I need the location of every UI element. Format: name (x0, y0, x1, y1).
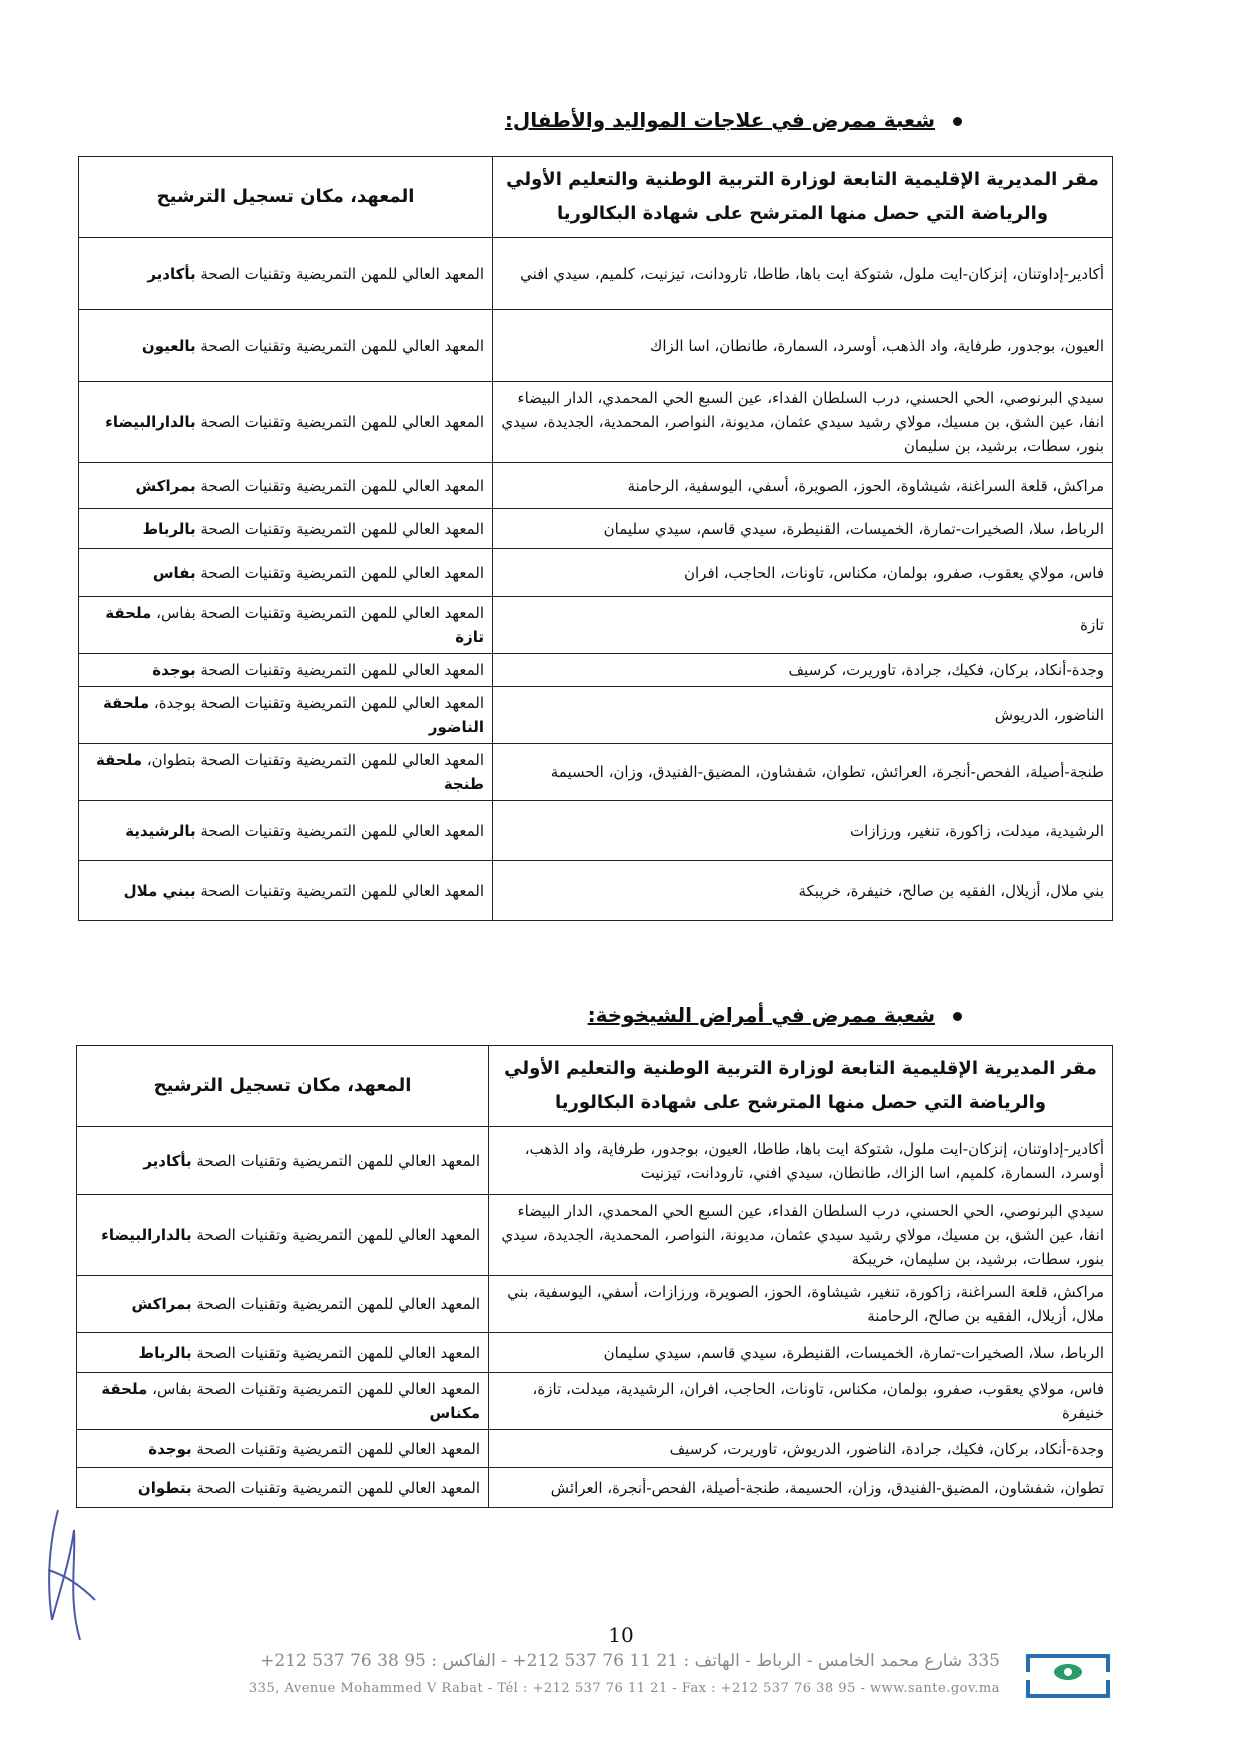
institute-name: المعهد العالي للمهن التمريضية وتقنيات الصحة (195, 476, 484, 495)
institute-name: المعهد العالي للمهن التمريضية وتقنيات الصحة (191, 1343, 480, 1362)
table-section-2 (76, 1045, 1113, 1508)
institute-city: بالعيون (141, 336, 196, 355)
institute-name: المعهد العالي للمهن التمريضية وتقنيات الصحة (195, 563, 484, 582)
institute-city: ملحقة طنجة (95, 751, 484, 793)
institute-cell (79, 654, 493, 687)
institute-name: المعهد العالي للمهن التمريضية وتقنيات الصحة (195, 881, 484, 900)
institute-city: بتطوان (137, 1478, 192, 1497)
cities-cell: وجدة-أنكاد، بركان، فكيك، جرادة، تاوريرت، كرسيف (493, 654, 1113, 687)
institute-city: ببني ملال (123, 881, 196, 900)
footer-arabic: 335 شارع محمد الخامس - الرباط - الهاتف : 21 11 76 537 212+ - الفاكس : 95 38 76 537 212+ (260, 1651, 1000, 1671)
institute-name: المعهد العالي للمهن التمريضية وتقنيات الصحة (195, 264, 484, 283)
cities-cell: سيدي البرنوصي، الحي الحسني، درب السلطان الفداء، عين السبع الحي المحمدي، الدار البيضاء انفا، عين الشق، بن مسيك، مولاي رشيد سيدي عثمان، مديونة، النواصر، المحمدية، الجديدة، سيدي بنور، سطات، برشيد، بن سليمان، خريبكة (489, 1195, 1113, 1276)
ministry-logo-icon (1024, 1650, 1112, 1700)
institute-cell (79, 801, 493, 861)
institute-name: المعهد العالي للمهن التمريضية وتقنيات الصحة (195, 413, 484, 431)
table-header-row (79, 157, 1113, 238)
cities-cell: مراكش، قلعة السراغنة، زاكورة، تنغير، شيشاوة، الحوز، الصويرة، ورزازات، أسفي، اليوسفية، بني ملال، أزيلال، الفقيه بن صالح، الرحامنة (489, 1276, 1113, 1333)
institute-city: بوجدة (152, 661, 196, 679)
cities-cell: أكادير-إداوتنان، إنزكان-ايت ملول، شتوكة ايت باها، طاطا، العيون، بوجدور، طرفاية، واد الذهب، أوسرد، السمارة، كلميم، اسا الزاك، طانطان، سيدي افني، تارودانت، تيزنيت (489, 1127, 1113, 1195)
cities-cell: العيون، بوجدور، طرفاية، واد الذهب، أوسرد، السمارة، طانطان، اسا الزاك (493, 310, 1113, 382)
table-row (79, 654, 1113, 687)
institute-city: بأكادير (143, 1151, 192, 1170)
table-row (79, 549, 1113, 597)
institute-name: المعهد العالي للمهن التمريضية وتقنيات الصحة (191, 1151, 480, 1170)
cities-cell: وجدة-أنكاد، بركان، فكيك، جرادة، الناضور، الدريوش، تاوريرت، كرسيف (489, 1430, 1113, 1468)
institute-cell (79, 238, 493, 310)
institute-name: المعهد العالي للمهن التمريضية وتقنيات الصحة (195, 661, 484, 679)
section-2-title: شعبة ممرض في أمراض الشيخوخة: (588, 1003, 962, 1027)
table-row (77, 1333, 1113, 1373)
table-row (79, 801, 1113, 861)
cities-cell: الناضور، الدريوش (493, 687, 1113, 744)
institute-city: بمراكش (131, 1295, 192, 1313)
institute-cell (77, 1333, 489, 1373)
institute-cell (77, 1195, 489, 1276)
institute-cell (79, 382, 493, 463)
footer-french: 335, Avenue Mohammed V Rabat - Tél : +212 537 76 11 21 - Fax : +212 537 76 38 95 - www.sante.gov.ma (248, 1681, 1000, 1696)
institute-name: المعهد العالي للمهن التمريضية وتقنيات الصحة (195, 336, 484, 355)
institute-city: بالرشيدية (125, 821, 196, 840)
table-row (79, 509, 1113, 549)
institute-cell (77, 1468, 489, 1508)
institute-cell (79, 597, 493, 654)
table-row (79, 382, 1113, 463)
cities-cell: تازة (493, 597, 1113, 654)
institute-cell (77, 1373, 489, 1430)
table-row (77, 1195, 1113, 1276)
institute-cell (79, 509, 493, 549)
table-section-1 (78, 156, 1113, 921)
institute-cell (77, 1276, 489, 1333)
table-row (79, 238, 1113, 310)
header-institute: المعهد، مكان تسجيل الترشيح (79, 157, 493, 238)
institute-city: ملحقة الناضور (102, 694, 484, 736)
institute-name: المعهد العالي للمهن التمريضية وتقنيات الصحة (195, 821, 484, 840)
cities-cell: الرشيدية، ميدلت، زاكورة، تنغير، ورزازات (493, 801, 1113, 861)
institute-city: ملحقة مكناس (101, 1380, 480, 1422)
institute-city: بالرباط (142, 519, 196, 538)
table-row (77, 1276, 1113, 1333)
cities-cell: بني ملال، أزيلال، الفقيه بن صالح، خنيفرة، خريبكة (493, 861, 1113, 921)
institute-name: المعهد العالي للمهن التمريضية وتقنيات الصحة بفاس، (147, 1380, 480, 1398)
cities-cell: تطوان، شفشاون، المضيق-الفنيدق، وزان، الحسيمة، طنجة-أصيلة، الفحص-أنجرة، العرائش (489, 1468, 1113, 1508)
institute-city: بأكادير (147, 264, 196, 283)
cities-cell: الرباط، سلا، الصخيرات-تمارة، الخميسات، القنيطرة، سيدي قاسم، سيدي سليمان (493, 509, 1113, 549)
institute-name: المعهد العالي للمهن التمريضية وتقنيات الصحة (191, 1439, 480, 1458)
cities-cell: سيدي البرنوصي، الحي الحسني، درب السلطان الفداء، عين السبع الحي المحمدي، الدار البيضاء انفا، عين الشق، بن مسيك، مولاي رشيد سيدي عثمان، مديونة، النواصر، المحمدية، الجديدة، سيدي بنور، سطات، برشيد، بن سليمان (493, 382, 1113, 463)
institute-name: المعهد العالي للمهن التمريضية وتقنيات الصحة بفاس، (151, 604, 484, 622)
cities-cell: فاس، مولاي يعقوب، صفرو، بولمان، مكناس، تاونات، الحاجب، افران، الرشيدية، ميدلت، تازة، خنيفرة (489, 1373, 1113, 1430)
institute-city: بالرباط (138, 1343, 192, 1362)
header-directorate: مقر المديرية الإقليمية التابعة لوزارة التربية الوطنية والتعليم الأولي والرياضة التي حصل منها المترشح على شهادة البكالوريا (489, 1046, 1113, 1127)
header-institute: المعهد، مكان تسجيل الترشيح (77, 1046, 489, 1127)
section-1-title: شعبة ممرض في علاجات المواليد والأطفال: (505, 108, 962, 132)
table-row (79, 310, 1113, 382)
table-row (79, 861, 1113, 921)
table-header-row (77, 1046, 1113, 1127)
table-row (77, 1373, 1113, 1430)
institute-name: المعهد العالي للمهن التمريضية وتقنيات الصحة (195, 519, 484, 538)
institute-cell (79, 549, 493, 597)
institute-cell (79, 744, 493, 801)
institute-city: بالدارالبيضاء (105, 413, 196, 431)
table-row (77, 1468, 1113, 1508)
table-row (79, 744, 1113, 801)
institute-city: بفاس (152, 563, 196, 582)
institute-cell (79, 861, 493, 921)
cities-cell: طنجة-أصيلة، الفحص-أنجرة، العرائش، تطوان، شفشاون، المضيق-الفنيدق، وزان، الحسيمة (493, 744, 1113, 801)
institute-city: بالدارالبيضاء (101, 1226, 192, 1244)
institute-cell (77, 1430, 489, 1468)
institute-name: المعهد العالي للمهن التمريضية وتقنيات الصحة بوجدة، (149, 694, 484, 712)
table-row (79, 463, 1113, 509)
cities-cell: فاس، مولاي يعقوب، صفرو، بولمان، مكناس، تاونات، الحاجب، افران (493, 549, 1113, 597)
table-row (77, 1127, 1113, 1195)
institute-cell (79, 310, 493, 382)
table-row (79, 597, 1113, 654)
institute-city: بوجدة (148, 1439, 192, 1458)
institute-name: المعهد العالي للمهن التمريضية وتقنيات الصحة (191, 1478, 480, 1497)
cities-cell: أكادير-إداوتنان، إنزكان-ايت ملول، شتوكة ايت باها، طاطا، تارودانت، تيزنيت، كلميم، سيدي افني (493, 238, 1113, 310)
bullet-icon (953, 1012, 962, 1021)
institute-cell (77, 1127, 489, 1195)
cities-cell: الرباط، سلا، الصخيرات-تمارة، الخميسات، القنيطرة، سيدي قاسم، سيدي سليمان (489, 1333, 1113, 1373)
institute-city: بمراكش (135, 476, 196, 495)
bullet-icon (953, 117, 962, 126)
institute-name: المعهد العالي للمهن التمريضية وتقنيات الصحة (191, 1226, 480, 1244)
institute-city: ملحقة تازة (105, 604, 484, 646)
institute-name: المعهد العالي للمهن التمريضية وتقنيات الصحة بتطوان، (142, 751, 484, 769)
table-row (77, 1430, 1113, 1468)
page-number: 10 (608, 1623, 634, 1647)
institute-cell (79, 687, 493, 744)
header-directorate: مقر المديرية الإقليمية التابعة لوزارة التربية الوطنية والتعليم الأولي والرياضة التي حصل منها المترشح على شهادة البكالوريا (493, 157, 1113, 238)
institute-cell (79, 463, 493, 509)
table-row (79, 687, 1113, 744)
cities-cell: مراكش، قلعة السراغنة، شيشاوة، الحوز، الصويرة، أسفي، اليوسفية، الرحامنة (493, 463, 1113, 509)
institute-name: المعهد العالي للمهن التمريضية وتقنيات الصحة (191, 1295, 480, 1313)
